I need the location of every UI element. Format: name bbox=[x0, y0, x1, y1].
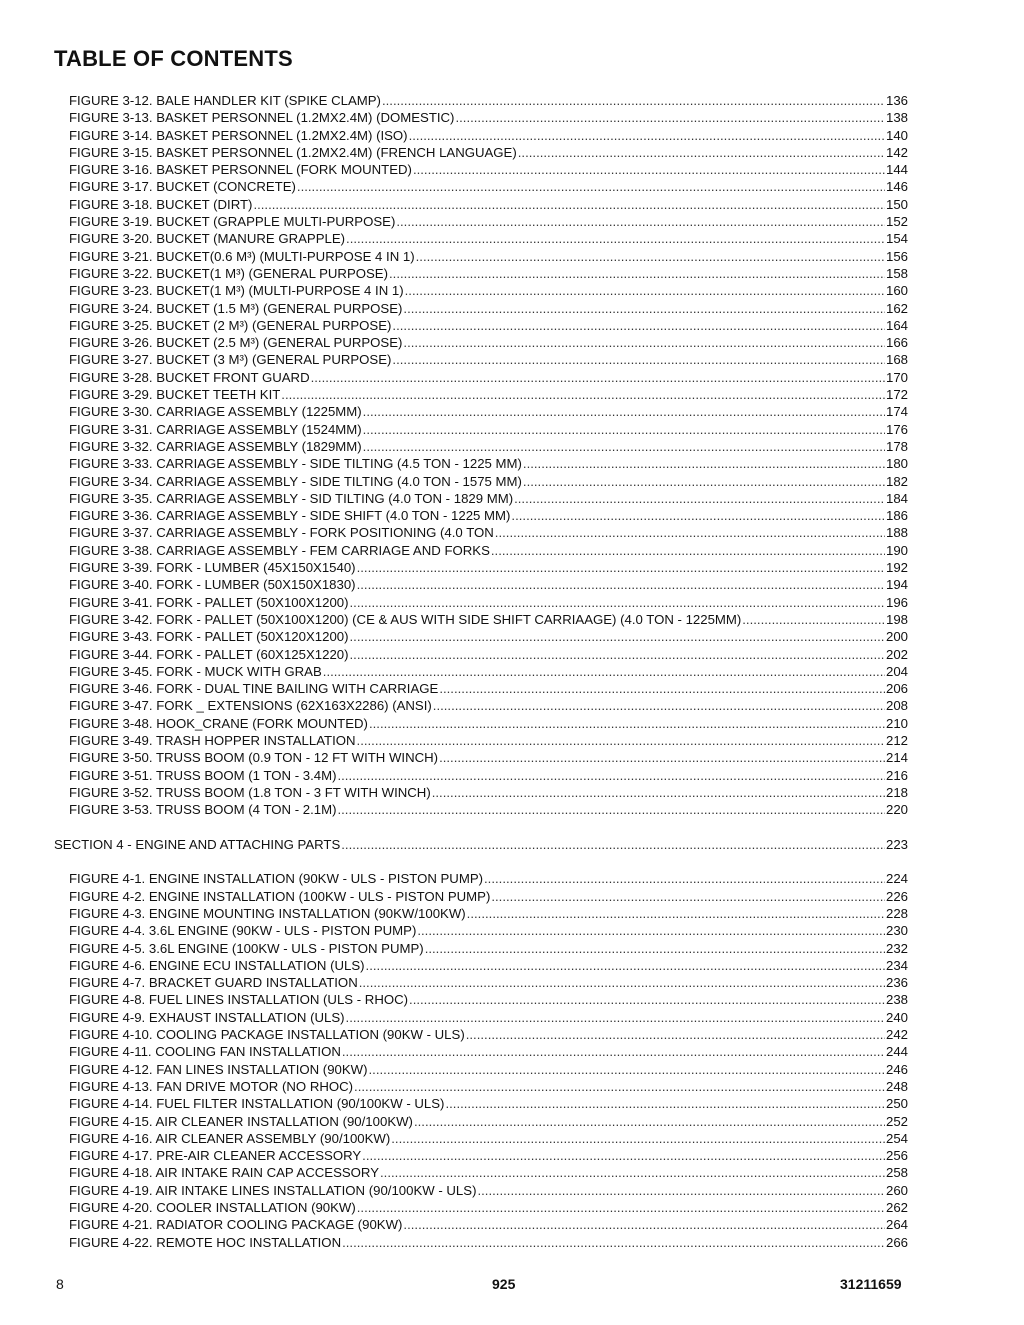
dot-leader bbox=[253, 196, 885, 213]
toc-entry-page: 258 bbox=[885, 1165, 908, 1181]
toc-entry-page: 208 bbox=[885, 698, 908, 714]
dot-leader bbox=[405, 282, 885, 299]
toc-entry-label: FIGURE 3-47. FORK _ EXTENSIONS (62X163X2286) (ANSI) bbox=[69, 698, 432, 714]
toc-entry-page: 252 bbox=[885, 1113, 908, 1129]
toc-entry[interactable] bbox=[54, 421, 908, 438]
toc-entry[interactable] bbox=[54, 438, 908, 455]
toc-entry[interactable] bbox=[54, 749, 908, 766]
toc-entry-label: FIGURE 3-48. HOOK_CRANE (FORK MOUNTED) bbox=[69, 715, 368, 731]
toc-entry-page: 238 bbox=[885, 992, 908, 1008]
footer-page-number: 8 bbox=[56, 1276, 64, 1292]
page-title: TABLE OF CONTENTS bbox=[54, 46, 293, 71]
toc-entry-page: 150 bbox=[885, 196, 908, 212]
toc-entry-label: FIGURE 4-4. 3.6L ENGINE (90KW - ULS - PISTON PUMP) bbox=[69, 923, 417, 939]
dot-leader bbox=[357, 1199, 885, 1216]
dot-leader bbox=[425, 940, 885, 957]
toc-entry-label: FIGURE 4-13. FAN DRIVE MOTOR (NO RHOC) bbox=[69, 1078, 354, 1094]
toc-entry[interactable] bbox=[54, 1078, 908, 1095]
toc-entry-label: FIGURE 4-8. FUEL LINES INSTALLATION (ULS - RHOC) bbox=[69, 992, 409, 1008]
dot-leader bbox=[380, 1164, 885, 1181]
toc-entry[interactable] bbox=[54, 559, 908, 576]
toc-entry-page: 192 bbox=[885, 560, 908, 576]
toc-entry[interactable] bbox=[54, 178, 908, 195]
toc-entry-label: FIGURE 3-28. BUCKET FRONT GUARD bbox=[69, 369, 310, 385]
toc-entry-label: FIGURE 3-49. TRASH HOPPER INSTALLATION bbox=[69, 732, 356, 748]
toc-entry-label: FIGURE 3-40. FORK - LUMBER (50X150X1830) bbox=[69, 577, 356, 593]
dot-leader bbox=[523, 455, 885, 472]
toc-entry-label: FIGURE 4-18. AIR INTAKE RAIN CAP ACCESSORY bbox=[69, 1165, 379, 1181]
dot-leader bbox=[413, 161, 885, 178]
toc-entry[interactable] bbox=[54, 1182, 908, 1199]
dot-leader bbox=[297, 178, 885, 195]
toc-entry[interactable] bbox=[54, 524, 908, 541]
dot-leader bbox=[337, 801, 885, 818]
toc-entry-label: FIGURE 3-13. BASKET PERSONNEL (1.2MX2.4M) (DOMESTIC) bbox=[69, 110, 455, 126]
toc-entry[interactable] bbox=[54, 282, 908, 299]
dot-leader bbox=[484, 870, 885, 887]
dot-leader bbox=[414, 1113, 885, 1130]
toc-entry-page: 230 bbox=[885, 923, 908, 939]
toc-entry-label: FIGURE 3-42. FORK - PALLET (50X100X1200) (CE & AUS WITH SIDE SHIFT CARRIAAGE) (4.0 TON - 1225MM) bbox=[69, 611, 742, 627]
toc-entry[interactable] bbox=[54, 922, 908, 939]
toc-entry-label: FIGURE 3-34. CARRIAGE ASSEMBLY - SIDE TILTING (4.0 TON - 1575 MM) bbox=[69, 473, 522, 489]
toc-entry-page: 216 bbox=[885, 767, 908, 783]
toc-entry-page: 138 bbox=[885, 110, 908, 126]
dot-leader bbox=[466, 1026, 885, 1043]
toc-group-section-3 bbox=[54, 92, 908, 818]
toc-entry-page: 178 bbox=[885, 438, 908, 454]
dot-leader bbox=[392, 317, 885, 334]
toc-entry[interactable] bbox=[54, 490, 908, 507]
toc-section-entry[interactable] bbox=[54, 836, 908, 853]
toc-entry[interactable] bbox=[54, 628, 908, 645]
toc-entry[interactable] bbox=[54, 1043, 908, 1060]
toc-entry[interactable] bbox=[54, 680, 908, 697]
toc-group-section-4 bbox=[54, 870, 908, 1251]
dot-leader bbox=[366, 957, 885, 974]
toc-entry[interactable] bbox=[54, 870, 908, 887]
dot-leader bbox=[357, 732, 885, 749]
toc-entry[interactable] bbox=[54, 351, 908, 368]
spacer bbox=[54, 818, 908, 835]
toc-entry-page: 174 bbox=[885, 404, 908, 420]
dot-leader bbox=[311, 369, 885, 386]
toc-entry-page: 194 bbox=[885, 577, 908, 593]
toc-entry[interactable] bbox=[54, 974, 908, 991]
toc-entry[interactable] bbox=[54, 1147, 908, 1164]
dot-leader bbox=[350, 646, 885, 663]
toc-entry-label: FIGURE 3-45. FORK - MUCK WITH GRAB bbox=[69, 663, 322, 679]
toc-entry[interactable] bbox=[54, 991, 908, 1008]
toc-entry[interactable] bbox=[54, 1061, 908, 1078]
toc-entry-label: FIGURE 3-16. BASKET PERSONNEL (FORK MOUNTED) bbox=[69, 162, 412, 178]
toc-entry[interactable] bbox=[54, 334, 908, 351]
toc-entry-label: FIGURE 3-29. BUCKET TEETH KIT bbox=[69, 387, 281, 403]
toc-entry-page: 223 bbox=[885, 836, 908, 852]
toc-entry[interactable] bbox=[54, 473, 908, 490]
toc-entry-label: FIGURE 4-14. FUEL FILTER INSTALLATION (90/100KW - ULS) bbox=[69, 1096, 445, 1112]
dot-leader bbox=[409, 991, 885, 1008]
toc-entry-page: 152 bbox=[885, 214, 908, 230]
toc-entry-label: FIGURE 4-21. RADIATOR COOLING PACKAGE (90KW) bbox=[69, 1217, 403, 1233]
toc-entry-page: 164 bbox=[885, 317, 908, 333]
toc-entry-page: 210 bbox=[885, 715, 908, 731]
toc-entry[interactable] bbox=[54, 784, 908, 801]
toc-entry-label: FIGURE 3-25. BUCKET (2 M³) (GENERAL PURPOSE) bbox=[69, 317, 392, 333]
toc-entry-label: FIGURE 3-33. CARRIAGE ASSEMBLY - SIDE TILTING (4.5 TON - 1225 MM) bbox=[69, 456, 522, 472]
toc-entry-page: 266 bbox=[885, 1234, 908, 1250]
toc-entry[interactable] bbox=[54, 1164, 908, 1181]
dot-leader bbox=[341, 836, 885, 853]
toc-entry-page: 260 bbox=[885, 1182, 908, 1198]
dot-leader bbox=[363, 438, 885, 455]
dot-leader bbox=[382, 92, 885, 109]
dot-leader bbox=[350, 594, 885, 611]
toc-entry-label: FIGURE 3-37. CARRIAGE ASSEMBLY - FORK POSITIONING (4.0 TON bbox=[69, 525, 494, 541]
toc-entry-page: 180 bbox=[885, 456, 908, 472]
toc-entry-page: 162 bbox=[885, 300, 908, 316]
dot-leader bbox=[363, 403, 885, 420]
toc-entry-label: FIGURE 3-20. BUCKET (MANURE GRAPPLE) bbox=[69, 231, 346, 247]
toc-entry-page: 246 bbox=[885, 1061, 908, 1077]
toc-entry-label: FIGURE 3-36. CARRIAGE ASSEMBLY - SIDE SHIFT (4.0 TON - 1225 MM) bbox=[69, 508, 511, 524]
footer-document-number: 31211659 bbox=[840, 1276, 902, 1292]
toc-entry-page: 244 bbox=[885, 1044, 908, 1060]
toc-entry-page: 144 bbox=[885, 162, 908, 178]
toc-entry[interactable] bbox=[54, 888, 908, 905]
toc-entry-label: FIGURE 3-15. BASKET PERSONNEL (1.2MX2.4M) (FRENCH LANGUAGE) bbox=[69, 144, 517, 160]
toc-entry-label: FIGURE 3-31. CARRIAGE ASSEMBLY (1524MM) bbox=[69, 421, 362, 437]
toc-entry-label: FIGURE 4-19. AIR INTAKE LINES INSTALLATION (90/100KW - ULS) bbox=[69, 1182, 477, 1198]
toc-entry-label: FIGURE 3-43. FORK - PALLET (50X120X1200) bbox=[69, 629, 349, 645]
toc-entry[interactable] bbox=[54, 646, 908, 663]
dot-leader bbox=[495, 524, 885, 541]
toc-entry[interactable] bbox=[54, 109, 908, 126]
toc-entry-page: 182 bbox=[885, 473, 908, 489]
dot-leader bbox=[369, 1061, 885, 1078]
dot-leader bbox=[518, 144, 885, 161]
toc-entry-label: FIGURE 4-22. REMOTE HOC INSTALLATION bbox=[69, 1234, 342, 1250]
toc-entry-page: 206 bbox=[885, 681, 908, 697]
toc-entry-page: 200 bbox=[885, 629, 908, 645]
toc-entry-label: FIGURE 3-18. BUCKET (DIRT) bbox=[69, 196, 253, 212]
toc-entry-label: FIGURE 4-9. EXHAUST INSTALLATION (ULS) bbox=[69, 1009, 345, 1025]
dot-leader bbox=[433, 697, 885, 714]
toc-entry-page: 240 bbox=[885, 1009, 908, 1025]
toc-entry-label: FIGURE 4-5. 3.6L ENGINE (100KW - ULS - PISTON PUMP) bbox=[69, 940, 424, 956]
toc-entry[interactable] bbox=[54, 1095, 908, 1112]
toc-entry-label: FIGURE 4-7. BRACKET GUARD INSTALLATION bbox=[69, 975, 358, 991]
toc-entry[interactable] bbox=[54, 732, 908, 749]
toc-entry[interactable] bbox=[54, 127, 908, 144]
toc-entry-page: 136 bbox=[885, 93, 908, 108]
toc-entry-label: FIGURE 4-2. ENGINE INSTALLATION (100KW - ULS - PISTON PUMP) bbox=[69, 888, 491, 904]
toc-entry-page: 156 bbox=[885, 248, 908, 264]
toc-entry-label: FIGURE 3-21. BUCKET(0.6 M³) (MULTI-PURPOSE 4 IN 1) bbox=[69, 248, 415, 264]
toc-entry-page: 220 bbox=[885, 802, 908, 818]
toc-entry-page: 256 bbox=[885, 1148, 908, 1164]
toc-entry[interactable] bbox=[54, 1234, 908, 1251]
toc-entry-page: 196 bbox=[885, 594, 908, 610]
dot-leader bbox=[417, 922, 885, 939]
toc-entry-label: FIGURE 3-23. BUCKET(1 M³) (MULTI-PURPOSE 4 IN 1) bbox=[69, 283, 404, 299]
toc-entry-page: 172 bbox=[885, 387, 908, 403]
toc-entry[interactable] bbox=[54, 801, 908, 818]
dot-leader bbox=[396, 213, 885, 230]
toc-entry-page: 176 bbox=[885, 421, 908, 437]
dot-leader bbox=[363, 421, 885, 438]
toc-entry[interactable] bbox=[54, 611, 908, 628]
toc-entry-label: FIGURE 3-27. BUCKET (3 M³) (GENERAL PURPOSE) bbox=[69, 352, 392, 368]
toc-entry-label: FIGURE 3-19. BUCKET (GRAPPLE MULTI-PURPOSE) bbox=[69, 214, 396, 230]
dot-leader bbox=[323, 663, 885, 680]
dot-leader bbox=[281, 386, 885, 403]
toc-entry-label: FIGURE 3-41. FORK - PALLET (50X100X1200) bbox=[69, 594, 349, 610]
dot-leader bbox=[742, 611, 885, 628]
toc-entry-label: FIGURE 4-20. COOLER INSTALLATION (90KW) bbox=[69, 1200, 356, 1215]
toc-entry-page: 242 bbox=[885, 1027, 908, 1043]
toc-entry-label: FIGURE 3-14. BASKET PERSONNEL (1.2MX2.4M) (ISO) bbox=[69, 127, 408, 143]
toc-entry-label: FIGURE 3-46. FORK - DUAL TINE BAILING WITH CARRIAGE bbox=[69, 681, 439, 697]
toc-entry-page: 154 bbox=[885, 231, 908, 247]
dot-leader bbox=[389, 265, 885, 282]
toc-entry-page: 236 bbox=[885, 975, 908, 991]
toc-entry-label: FIGURE 4-6. ENGINE ECU INSTALLATION (ULS) bbox=[69, 957, 365, 973]
toc-entry-page: 198 bbox=[885, 611, 908, 627]
toc-entry-label: FIGURE 4-17. PRE-AIR CLEANER ACCESSORY bbox=[69, 1148, 362, 1164]
toc-entry-label: FIGURE 4-12. FAN LINES INSTALLATION (90KW) bbox=[69, 1061, 368, 1077]
toc-entry-label: FIGURE 3-53. TRUSS BOOM (4 TON - 2.1M) bbox=[69, 802, 337, 818]
toc-entry[interactable] bbox=[54, 369, 908, 386]
toc-entry-page: 168 bbox=[885, 352, 908, 368]
dot-leader bbox=[342, 1043, 885, 1060]
toc-entry-label: FIGURE 3-22. BUCKET(1 M³) (GENERAL PURPOSE) bbox=[69, 265, 388, 281]
toc-entry[interactable] bbox=[54, 1130, 908, 1147]
toc-entry-page: 184 bbox=[885, 490, 908, 506]
toc-entry-page: 218 bbox=[885, 784, 908, 800]
toc-entry[interactable] bbox=[54, 161, 908, 178]
toc-entry-label: FIGURE 3-17. BUCKET (CONCRETE) bbox=[69, 179, 296, 195]
toc-entry-page: 232 bbox=[885, 940, 908, 956]
dot-leader bbox=[392, 351, 885, 368]
toc-entry-label: FIGURE 3-12. BALE HANDLER KIT (SPIKE CLAMP) bbox=[69, 93, 381, 108]
toc-entry[interactable] bbox=[54, 213, 908, 230]
toc-entry-page: 262 bbox=[885, 1200, 908, 1215]
toc-entry-label: FIGURE 3-39. FORK - LUMBER (45X150X1540) bbox=[69, 560, 356, 576]
toc-entry[interactable] bbox=[54, 1113, 908, 1130]
toc-entry-page: 166 bbox=[885, 335, 908, 351]
toc-entry-page: 214 bbox=[885, 750, 908, 766]
toc-entry-page: 234 bbox=[885, 957, 908, 973]
toc-entry[interactable] bbox=[54, 248, 908, 265]
toc-entry-page: 264 bbox=[885, 1217, 908, 1233]
toc-entry-label: FIGURE 4-3. ENGINE MOUNTING INSTALLATION (90KW/100KW) bbox=[69, 905, 466, 921]
toc-entry[interactable] bbox=[54, 507, 908, 524]
dot-leader bbox=[445, 1095, 885, 1112]
toc-entry-page: 226 bbox=[885, 888, 908, 904]
toc-entry-page: 140 bbox=[885, 127, 908, 143]
toc-entry-page: 190 bbox=[885, 542, 908, 558]
dot-leader bbox=[403, 334, 885, 351]
footer-center-number: 925 bbox=[492, 1276, 516, 1292]
toc-entry-page: 188 bbox=[885, 525, 908, 541]
toc-entry-page: 228 bbox=[885, 905, 908, 921]
dot-leader bbox=[523, 473, 885, 490]
toc-entry-page: 212 bbox=[885, 732, 908, 748]
dot-leader bbox=[455, 109, 885, 126]
toc-entry[interactable] bbox=[54, 594, 908, 611]
toc-entry-label: FIGURE 3-44. FORK - PALLET (60X125X1220) bbox=[69, 646, 349, 662]
toc-entry[interactable] bbox=[54, 455, 908, 472]
toc-entry-page: 160 bbox=[885, 283, 908, 299]
toc-entry[interactable] bbox=[54, 1199, 908, 1216]
toc-entry-label: FIGURE 3-52. TRUSS BOOM (1.8 TON - 3 FT WITH WINCH) bbox=[69, 784, 431, 800]
toc-entry-label: FIGURE 3-30. CARRIAGE ASSEMBLY (1225MM) bbox=[69, 404, 362, 420]
dot-leader bbox=[337, 767, 885, 784]
dot-leader bbox=[350, 628, 885, 645]
toc-entry-page: 158 bbox=[885, 265, 908, 281]
toc-entry[interactable] bbox=[54, 300, 908, 317]
dot-leader bbox=[359, 974, 885, 991]
dot-leader bbox=[403, 1216, 885, 1233]
dot-leader bbox=[346, 230, 885, 247]
toc-entry-page: 146 bbox=[885, 179, 908, 195]
toc-entry[interactable] bbox=[54, 403, 908, 420]
toc-entry-label: FIGURE 3-24. BUCKET (1.5 M³) (GENERAL PURPOSE) bbox=[69, 300, 403, 316]
toc-entry-label: FIGURE 3-38. CARRIAGE ASSEMBLY - FEM CARRIAGE AND FORKS bbox=[69, 542, 490, 558]
toc-entry[interactable] bbox=[54, 576, 908, 593]
dot-leader bbox=[357, 559, 885, 576]
toc-entry[interactable] bbox=[54, 542, 908, 559]
toc-entry-label: FIGURE 4-15. AIR CLEANER INSTALLATION (90/100KW) bbox=[69, 1113, 413, 1129]
dot-leader bbox=[354, 1078, 885, 1095]
toc-entry-label: FIGURE 3-32. CARRIAGE ASSEMBLY (1829MM) bbox=[69, 438, 362, 454]
dot-leader bbox=[514, 490, 885, 507]
dot-leader bbox=[403, 300, 885, 317]
toc-entry-label: FIGURE 3-51. TRUSS BOOM (1 TON - 3.4M) bbox=[69, 767, 337, 783]
dot-leader bbox=[491, 542, 885, 559]
dot-leader bbox=[369, 715, 885, 732]
toc-entry-label: FIGURE 3-35. CARRIAGE ASSEMBLY - SID TILTING (4.0 TON - 1829 MM) bbox=[69, 490, 514, 506]
toc-entry[interactable] bbox=[54, 92, 908, 109]
dot-leader bbox=[477, 1182, 885, 1199]
toc-entry-label: FIGURE 4-16. AIR CLEANER ASSEMBLY (90/100KW) bbox=[69, 1130, 391, 1146]
toc-entry[interactable] bbox=[54, 957, 908, 974]
dot-leader bbox=[342, 1234, 885, 1251]
toc-entry[interactable] bbox=[54, 1009, 908, 1026]
toc-entry-label: FIGURE 4-10. COOLING PACKAGE INSTALLATION (90KW - ULS) bbox=[69, 1027, 465, 1043]
dot-leader bbox=[439, 749, 885, 766]
toc-entry[interactable] bbox=[54, 144, 908, 161]
toc-entry-label: FIGURE 4-11. COOLING FAN INSTALLATION bbox=[69, 1044, 341, 1060]
dot-leader bbox=[416, 248, 885, 265]
toc-entry[interactable] bbox=[54, 767, 908, 784]
toc-entry-page: 204 bbox=[885, 663, 908, 679]
toc-entry-label: SECTION 4 - ENGINE AND ATTACHING PARTS bbox=[54, 836, 341, 852]
toc-entry[interactable] bbox=[54, 715, 908, 732]
toc-entry-page: 248 bbox=[885, 1078, 908, 1094]
dot-leader bbox=[467, 905, 885, 922]
toc-entry[interactable] bbox=[54, 663, 908, 680]
toc-entry-page: 254 bbox=[885, 1130, 908, 1146]
toc-entry[interactable] bbox=[54, 1026, 908, 1043]
page-footer bbox=[0, 1276, 1024, 1296]
toc-entry-label: FIGURE 3-26. BUCKET (2.5 M³) (GENERAL PURPOSE) bbox=[69, 335, 403, 351]
toc-entry[interactable] bbox=[54, 940, 908, 957]
toc-entry-page: 170 bbox=[885, 369, 908, 385]
dot-leader bbox=[362, 1147, 885, 1164]
dot-leader bbox=[491, 888, 885, 905]
toc-entry-page: 186 bbox=[885, 508, 908, 524]
toc-entry-label: FIGURE 3-50. TRUSS BOOM (0.9 TON - 12 FT WITH WINCH) bbox=[69, 750, 439, 766]
toc-entry[interactable] bbox=[54, 265, 908, 282]
toc-entry[interactable] bbox=[54, 317, 908, 334]
toc-entry[interactable] bbox=[54, 196, 908, 213]
dot-leader bbox=[346, 1009, 885, 1026]
toc-entry[interactable] bbox=[54, 905, 908, 922]
spacer bbox=[54, 853, 908, 870]
toc-entry-label: FIGURE 4-1. ENGINE INSTALLATION (90KW - ULS - PISTON PUMP) bbox=[69, 871, 484, 887]
toc-entry[interactable] bbox=[54, 1216, 908, 1233]
toc-entry[interactable] bbox=[54, 230, 908, 247]
dot-leader bbox=[391, 1130, 885, 1147]
dot-leader bbox=[439, 680, 885, 697]
toc-entry-page: 142 bbox=[885, 144, 908, 160]
toc-list bbox=[54, 92, 908, 1251]
dot-leader bbox=[357, 576, 885, 593]
toc-entry-page: 250 bbox=[885, 1096, 908, 1112]
dot-leader bbox=[432, 784, 885, 801]
dot-leader bbox=[409, 127, 885, 144]
toc-entry-page: 224 bbox=[885, 871, 908, 887]
toc-entry[interactable] bbox=[54, 697, 908, 714]
toc-entry-page: 202 bbox=[885, 646, 908, 662]
dot-leader bbox=[511, 507, 885, 524]
toc-entry[interactable] bbox=[54, 386, 908, 403]
